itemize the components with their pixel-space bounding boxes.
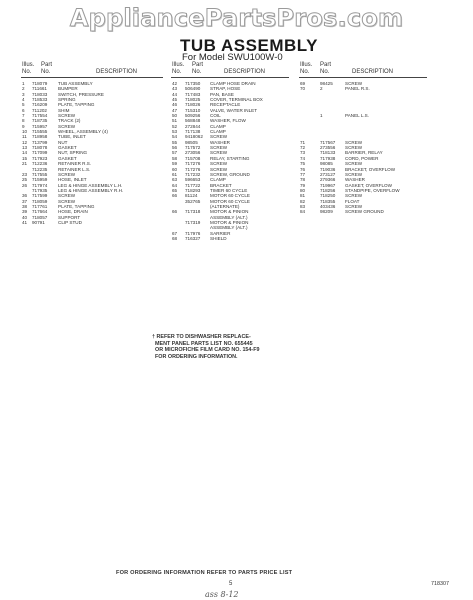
part-description: SCREW xyxy=(345,161,363,167)
part-description: RETAINER L.S. xyxy=(58,166,91,172)
part-description: SCREW xyxy=(345,81,363,86)
part-number: 717555 xyxy=(32,171,48,177)
illus-number: 66 xyxy=(172,209,178,215)
part-number: 717572 xyxy=(185,145,201,151)
part-description: COVER, TERMINAL BOX xyxy=(210,97,263,103)
part-description: SHIELD xyxy=(210,235,227,241)
part-description: CORD, POWER xyxy=(345,155,379,161)
illus-number: 51 xyxy=(172,118,178,124)
part-number: 90791 xyxy=(32,219,45,225)
part-number: 711202 xyxy=(32,107,47,113)
part-number: 568848 xyxy=(185,118,201,124)
illus-number: 12 xyxy=(22,139,28,145)
illus-number: 55 xyxy=(172,139,178,145)
part-description: SCREW xyxy=(58,193,76,199)
part-number: 718958 xyxy=(32,134,48,140)
part-number: 717232 xyxy=(185,171,201,177)
part-number: 718033 xyxy=(32,91,48,97)
illus-number: 53 xyxy=(172,129,178,135)
model-subtitle: For Model SWU100W-0 xyxy=(182,52,283,63)
illus-no-label: No. xyxy=(300,69,310,75)
part-number: 718133 xyxy=(320,150,336,156)
illus-label: Illus. xyxy=(22,62,35,68)
illus-number: 59 xyxy=(172,161,178,167)
illus-number: 76 xyxy=(300,166,306,172)
part-number: 718293 xyxy=(185,187,201,193)
illus-number: 42 xyxy=(172,81,178,86)
illus-number: 69 xyxy=(300,81,306,86)
part-description: CLAMP HOSE DRAIN xyxy=(210,81,256,86)
illus-number: 13 xyxy=(22,145,28,151)
illus-number: 84 xyxy=(300,209,306,215)
illus-number: 54 xyxy=(172,134,178,140)
part-no-label: No. xyxy=(320,69,330,75)
part-number: 717350 xyxy=(185,81,201,86)
description-label: DESCRIPTION xyxy=(224,69,266,75)
illus-number: 70 xyxy=(300,86,306,92)
part-number: 717761 xyxy=(32,203,48,209)
part-description: MOTOR & PINION xyxy=(210,209,249,215)
part-number: 718256 xyxy=(320,187,336,193)
part-number: 717318 xyxy=(185,209,201,215)
illus-number: 61 xyxy=(172,171,178,177)
part-description: WASHER xyxy=(345,177,365,183)
part-number: 712235 xyxy=(32,166,48,172)
illus-number: 77 xyxy=(300,171,306,177)
description-label: DESCRIPTION xyxy=(96,69,138,75)
part-description: PLATE, TAPPING xyxy=(58,203,95,209)
part-description: SCREW xyxy=(210,145,228,151)
part-description: SCREW xyxy=(58,198,76,204)
illus-number: 46 xyxy=(172,102,178,108)
part-number: 718355 xyxy=(320,198,336,204)
part-number: 719036 xyxy=(320,166,336,172)
part-no-label: No. xyxy=(192,69,202,75)
part-description: SCREW xyxy=(210,161,228,167)
part-number: 717935 xyxy=(32,187,48,193)
illus-number: 80 xyxy=(300,187,306,193)
parts-column-3 xyxy=(300,81,430,215)
illus-number: 7 xyxy=(22,113,25,119)
part-description: STRAP, HOSE xyxy=(210,86,241,92)
illus-number: 52 xyxy=(172,123,178,129)
illus-label: Illus. xyxy=(172,62,185,68)
part-number: 718025 xyxy=(185,97,201,103)
part-description: SWITCH, PRESSURE xyxy=(58,91,104,97)
part-description: PANEL L.S. xyxy=(345,113,369,119)
illus-number: 66 xyxy=(172,193,178,199)
part-description: SCREW, GROUND xyxy=(210,171,250,177)
part-description: FLOAT xyxy=(345,198,360,204)
part-description: BARRIER, RELAY xyxy=(345,150,383,156)
part-number: 715957 xyxy=(32,123,48,129)
part-description: SCREW xyxy=(345,145,363,151)
part-description: BRACKET xyxy=(210,182,232,188)
illus-number: 3 xyxy=(22,91,25,97)
part-label: Part xyxy=(41,62,53,68)
illus-number: 10 xyxy=(22,129,28,135)
illus-number: 25 xyxy=(22,177,28,183)
part-description: CLAMP xyxy=(210,129,226,135)
illus-number: 4 xyxy=(22,97,25,103)
parts-column-2 xyxy=(172,81,294,241)
illus-number: 63 xyxy=(172,177,178,183)
illus-number: 58 xyxy=(172,155,178,161)
part-number: 98209 xyxy=(320,209,333,215)
part-number: 713799 xyxy=(32,139,48,145)
part-description: TRACK (2) xyxy=(58,118,81,124)
part-description: TUB ASSEMBLY xyxy=(58,81,93,86)
ordering-footer: FOR ORDERING INFORMATION REFER TO PARTS PRICE LIST xyxy=(116,570,293,576)
illus-number: 21 xyxy=(22,161,28,167)
illus-no-label: No. xyxy=(172,69,182,75)
illus-number: 47 xyxy=(172,107,178,113)
illus-number: 14 xyxy=(22,150,28,156)
illus-number: 64 xyxy=(172,182,178,188)
illus-number: 6 xyxy=(22,107,25,113)
part-description: LEG & HINGE ASSEMBLY L.H. xyxy=(58,182,123,188)
illus-number: 60 xyxy=(172,166,178,172)
illus-number: 2 xyxy=(22,86,25,92)
part-number: 717974 xyxy=(32,182,48,188)
part-description: MOTOR 60 CYCLE xyxy=(210,193,250,199)
part-number: 273127 xyxy=(320,171,336,177)
illus-number: 40 xyxy=(22,214,28,220)
illus-number: 68 xyxy=(172,235,178,241)
part-description: CLAMP xyxy=(210,177,226,183)
illus-number: 72 xyxy=(300,145,306,151)
part-number: 715708 xyxy=(185,155,201,161)
part-number: 712236 xyxy=(32,161,48,167)
parts-row xyxy=(22,220,167,225)
illus-number: 79 xyxy=(300,182,306,188)
part-description: VALVE, WATER INLET xyxy=(210,107,258,113)
part-description: WASHER, FLOW xyxy=(210,118,246,124)
illus-number: 9 xyxy=(22,123,25,129)
page-number: 5 xyxy=(229,581,233,587)
part-number: 715959 xyxy=(32,177,48,183)
part-description: SCREW xyxy=(58,113,76,119)
part-number: 717276 xyxy=(185,166,201,172)
part-label: Part xyxy=(192,62,204,68)
description-label: DESCRIPTION xyxy=(352,69,394,75)
part-number: 717138 xyxy=(185,129,201,135)
document-code: 718307 xyxy=(431,581,449,587)
part-description: PAN, BASE xyxy=(210,91,234,97)
illus-number: 45 xyxy=(172,97,178,103)
part-number: 717276 xyxy=(185,161,201,167)
part-number: 403436 xyxy=(320,203,336,209)
replacement-panel-note: † REFER TO DISHWASHER REPLACE- MENT PANEL PARTS LIST NO. 655445 OR MICROFICHE FILM CARD NO. 154-F9 FOR ORDERING INFORMATION. xyxy=(152,334,260,360)
part-number: 98085 xyxy=(320,161,333,167)
illus-label: Illus. xyxy=(300,62,313,68)
illus-number: 81 xyxy=(300,193,306,199)
part-number: 279366 xyxy=(320,177,336,183)
part-description: STANDPIPE, OVERFLOW xyxy=(345,187,400,193)
illus-number: 1 xyxy=(22,81,25,86)
parts-row xyxy=(172,236,294,241)
part-number: 509256 xyxy=(185,113,201,119)
part-number: 715310 xyxy=(185,107,201,113)
part-number: 718059 xyxy=(32,198,48,204)
part-number: 81124 xyxy=(185,193,198,199)
part-description: SCREW xyxy=(345,203,363,209)
part-description: GASKET xyxy=(58,145,77,151)
part-description: SCREW xyxy=(345,171,363,177)
illus-number: 41 xyxy=(22,219,28,225)
part-number: 9418062 xyxy=(185,134,203,140)
part-number: 717567 xyxy=(320,139,336,145)
part-number: 718078 xyxy=(32,145,48,151)
part-description: TIMER 60 CYCLE xyxy=(210,187,248,193)
illus-number: 37 xyxy=(22,198,28,204)
part-number: 718026 xyxy=(185,102,201,108)
parts-column-1 xyxy=(22,81,167,225)
part-description: (ALTERNATE) xyxy=(210,203,240,209)
part-number: 596653 xyxy=(185,177,201,183)
part-description: WHEEL, ASSEMBLY (4) xyxy=(58,129,108,135)
illus-number: 11 xyxy=(22,134,27,140)
illus-number: 36 xyxy=(22,193,28,199)
part-description: NUT, SPRING xyxy=(58,150,88,156)
part-description: ASSEMBLY (ALT.) xyxy=(210,225,248,231)
part-number: 717099 xyxy=(32,150,48,156)
part-description: RECEPTACLE xyxy=(210,102,241,108)
part-number: 718079 xyxy=(32,81,48,86)
part-number: 717722 xyxy=(185,182,201,188)
part-description: BUMPER xyxy=(58,86,78,92)
illus-number: 43 xyxy=(172,86,178,92)
part-number: 717938 xyxy=(320,155,336,161)
header-rule-3 xyxy=(299,77,427,78)
page-title: TUB ASSEMBLY xyxy=(180,36,318,55)
part-description: SCREW xyxy=(210,150,228,156)
illus-number: 8 xyxy=(22,118,25,124)
part-description: ASSEMBLY (ALT.) xyxy=(210,214,248,220)
part-description: SCREW xyxy=(210,134,228,140)
part-description: SUPPORT xyxy=(58,214,81,220)
part-description: CLIP STUD xyxy=(58,219,82,225)
illus-number: 23 xyxy=(22,171,28,177)
part-number: 506490 xyxy=(185,86,201,92)
part-description: SCREW xyxy=(345,193,363,199)
part-description: SCREW GROUND xyxy=(345,209,384,215)
part-number: 717483 xyxy=(185,91,201,97)
part-number: 352765 xyxy=(185,198,201,204)
illus-number: 15 xyxy=(22,155,28,161)
part-description: WASHER xyxy=(210,139,230,145)
part-description: HOSE, INLET xyxy=(58,177,87,183)
part-description: MOTOR & PINION xyxy=(210,219,249,225)
part-description: MOTOR 60 CYCLE xyxy=(210,198,250,204)
part-number: 717923 xyxy=(32,155,48,161)
part-description: SHIM xyxy=(58,107,70,113)
part-description: SCREW xyxy=(210,166,228,172)
part-number: 717664 xyxy=(32,209,48,215)
part-description: BRACKET, OVERFLOW xyxy=(345,166,396,172)
illus-number: 82 xyxy=(300,198,306,204)
part-description: CLAMP xyxy=(210,123,226,129)
part-number: 718057 xyxy=(32,214,48,220)
part-number: 718533 xyxy=(32,97,48,103)
part-number: 273556 xyxy=(320,145,336,151)
illus-number: 83 xyxy=(300,203,306,209)
part-number: 716209 xyxy=(32,102,48,108)
part-no-label: No. xyxy=(41,69,51,75)
illus-number: 39 xyxy=(22,209,28,215)
part-description: GASKET xyxy=(58,155,77,161)
part-number: 272844 xyxy=(185,123,201,129)
part-number: 717319 xyxy=(185,219,201,225)
illus-number: 50 xyxy=(172,113,178,119)
parts-row xyxy=(300,209,430,214)
illus-number: 71 xyxy=(300,139,306,145)
part-description: SARRIER xyxy=(210,230,231,236)
part-description: COIL xyxy=(210,113,221,119)
part-number: 711661 xyxy=(32,86,47,92)
illus-number: 75 xyxy=(300,161,306,167)
site-watermark: AppliancePartsPros.com xyxy=(69,4,404,32)
handwritten-note: ass 8-12 xyxy=(205,590,239,599)
part-number: 98425 xyxy=(320,81,333,86)
part-label: Part xyxy=(320,62,332,68)
part-description: RETAINER R.S. xyxy=(58,161,92,167)
part-number: 715555 xyxy=(32,129,48,135)
part-description: TUBE, INLET xyxy=(58,134,86,140)
part-number: 717554 xyxy=(32,113,48,119)
part-number: 1 xyxy=(320,113,323,119)
part-number: 717599 xyxy=(32,193,48,199)
part-number: 716327 xyxy=(185,235,201,241)
illus-number: 78 xyxy=(300,177,306,183)
part-number: 719967 xyxy=(320,182,336,188)
illus-number: 56 xyxy=(172,145,178,151)
part-description: PANEL R.S. xyxy=(345,86,370,92)
illus-number: 26 xyxy=(22,182,28,188)
part-description: NUT xyxy=(58,139,68,145)
part-description: HOSE, DRAIN xyxy=(58,209,88,215)
illus-number: 57 xyxy=(172,150,178,156)
illus-number: 73 xyxy=(300,150,306,156)
part-number: 98505 xyxy=(185,139,198,145)
illus-number: 5 xyxy=(22,102,25,108)
part-description: SPRING xyxy=(58,97,76,103)
header-rule-2 xyxy=(171,77,289,78)
part-description: SCREW xyxy=(58,171,76,177)
part-description: RELAY, STARTING xyxy=(210,155,250,161)
part-description: SCREW xyxy=(58,123,76,129)
illus-number: 65 xyxy=(172,187,178,193)
part-number: 718250 xyxy=(320,193,336,199)
illus-number: 74 xyxy=(300,155,306,161)
part-number: 273056 xyxy=(185,150,201,156)
part-description: SCREW xyxy=(345,139,363,145)
illus-number: 67 xyxy=(172,230,178,236)
part-number: 2 xyxy=(320,86,323,92)
part-description: LEG & HINGE ASSEMBLY R.H. xyxy=(58,187,124,193)
part-number: 718735 xyxy=(32,118,48,124)
illus-no-label: No. xyxy=(22,69,32,75)
illus-number: 38 xyxy=(22,203,28,209)
illus-number: 44 xyxy=(172,91,178,97)
part-description: PLATE, TAPPING xyxy=(58,102,95,108)
part-description: GASKET, OVERFLOW xyxy=(345,182,392,188)
part-number: 717976 xyxy=(185,230,201,236)
header-rule-1 xyxy=(21,77,163,78)
